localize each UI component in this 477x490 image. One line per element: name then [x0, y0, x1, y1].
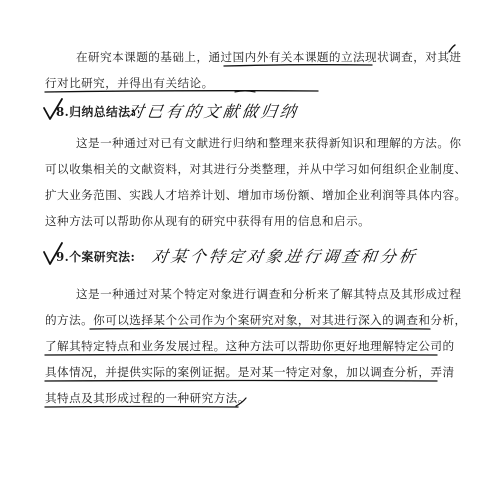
section-8-handwritten-note: 对已有的文献做归纳 — [126, 102, 301, 121]
section-8-paragraph-line-4: 这种方法可以帮助你从现有的研究中获得有用的信息和启示。 — [45, 214, 371, 228]
section-8-paragraph-line-1: 这是一种通过对已有文献进行归纳和整理来获得新知识和理解的方法。你 — [76, 136, 462, 150]
underline-s9-4 — [45, 407, 238, 408]
section-8-paragraph-line-3: 扩大业务范围、实践人才培养计划、增加市场份额、增加企业利润等具体内容。 — [45, 188, 467, 202]
underline-s9-1 — [90, 328, 430, 329]
section-9-paragraph-line-1: 这是一种通过对某个特定对象进行调查和分析来了解其特点及其形成过程 — [76, 287, 462, 301]
intro-line-1: 在研究本课题的基础上，通过国内外有关本课题的立法现状调查，对其进 — [76, 50, 462, 64]
section-9-paragraph-line-2: 的方法。你可以选择某个公司作为个案研究对象，对其进行深入的调查和分析， — [45, 313, 467, 327]
underline-s9-2 — [45, 355, 437, 356]
section-9-heading: 9.个案研究法: — [56, 250, 136, 264]
section-8-paragraph-line-2: 可以收集相关的文献资料，对其进行分类整理，并从中学习如何组织企业制度、 — [45, 162, 467, 176]
section-9-paragraph-line-5: 其特点及其形成过程的一种研究方法。 — [45, 391, 250, 405]
section-9-handwritten-note: 对某个特定对象进行调查和分析 — [150, 247, 420, 266]
section-8-heading: 8.归纳总结法: — [56, 105, 136, 119]
underline-s9-3 — [45, 381, 437, 382]
section-9-paragraph-line-3: 了解其特定特点和业务发展过程。这种方法可以帮助你更好地理解特定公司的 — [45, 339, 455, 353]
intro-line-2: 行对比研究，并得出有关结论。 — [45, 76, 214, 90]
section-9-paragraph-line-4: 具体情况，并提供实际的案例证据。是对某一特定对象，加以调查分析，弄清 — [45, 365, 455, 379]
